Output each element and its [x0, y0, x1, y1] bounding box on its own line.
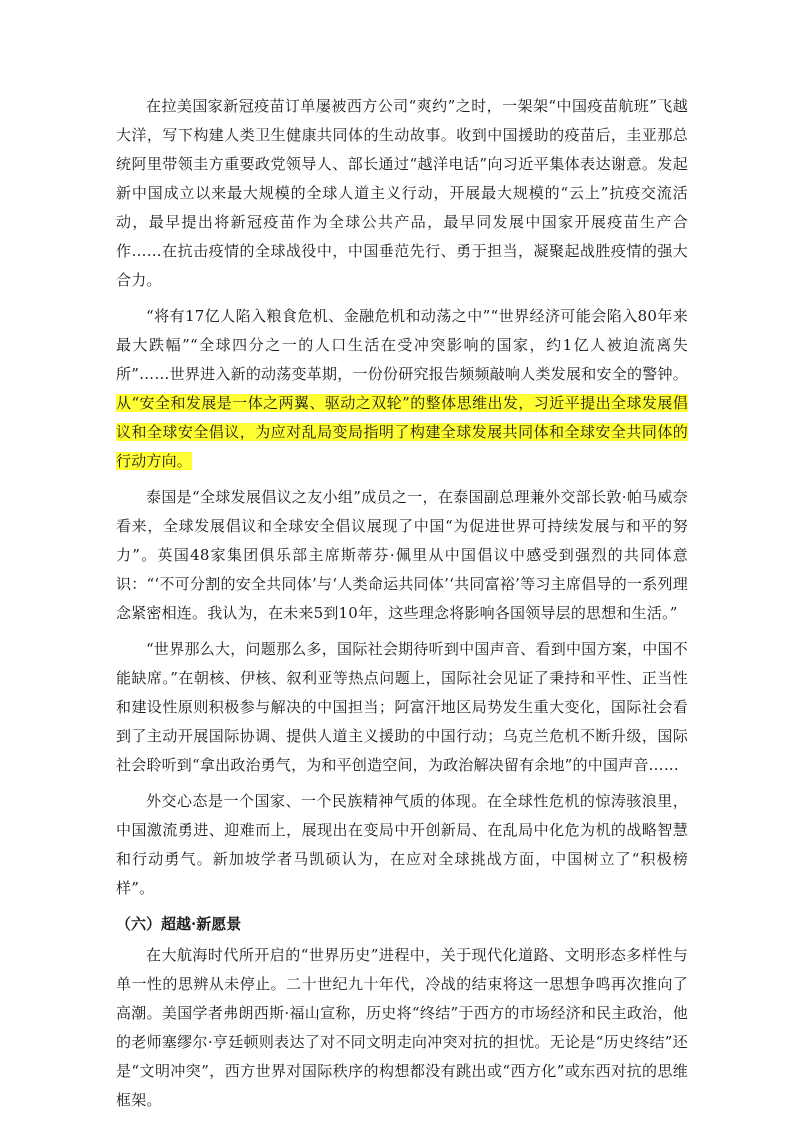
- section-heading: （六）超越·新愿景: [116, 915, 242, 933]
- paragraph-vaccine-aid: [116, 92, 688, 295]
- document-body: [116, 92, 688, 1122]
- paragraph-text: 在拉美国家新冠疫苗订单屡被西方公司“爽约”之时，一架架“中国疫苗航班”飞越大洋，写下构建人类卫生健康共同体的生动故事。收到中国援助的疫苗后，圭亚那总统阿里带领圭方重要政党领导人、部长通过“越洋电话”向习近平集体表达谢意。发起新中国成立以来最大规模的全球人道主义行动，开展最大规模的“云上”抗疫交流活动，最早提出将新冠疫苗作为全球公共产品，最早同发展中国家开展疫苗生产合作……在抗击疫情的全球战役中，中国垂范先行、勇于担当，凝聚起战胜疫情的强大合力。: [116, 97, 688, 289]
- paragraph-text: 外交心态是一个国家、一个民族精神气质的体现。在全球性危机的惊涛骇浪里，中国激流勇进、迎难而上，展现出在变局中开创新局、在乱局中化危为机的战略智慧和行动勇气。新加坡学者马凯硕认为，在应对全球挑战方面，中国树立了“积极榜样”。: [116, 792, 688, 897]
- paragraph-global-initiatives: [116, 302, 688, 476]
- paragraph-text: 在大航海时代所开启的“世界历史”进程中，关于现代化道路、文明形态多样性与单一性的思辨从未停止。二十世纪九十年代，冷战的结束将这一思想争鸣再次推向了高潮。美国学者弗朗西斯·福山宣称，历史将“终结”于西方的市场经济和民主政治，他的老师塞缪尔·亨廷顿则表达了对不同文明走向冲突对抗的担忧。无论是“历史终结”还是“文明冲突”，西方世界对国际秩序的构想都没有跳出或“西方化”或东西对抗的思维框架。: [116, 946, 688, 1109]
- paragraph-text: “将有17亿人陷入粮食危机、金融危机和动荡之中”“世界经济可能会陷入80年来最大跌幅”“全球四分之一的人口生活在受冲突影响的国家，约1亿人被迫流离失所”……世界进入新的动荡变革期，一份份研究报告频频敲响人类发展和安全的警钟。: [116, 307, 688, 383]
- paragraph-international-response: [116, 483, 688, 628]
- paragraph-world-history: [116, 941, 688, 1115]
- paragraph-china-voice: [116, 635, 688, 780]
- paragraph-text: 泰国是“全球发展倡议之友小组”成员之一，在泰国副总理兼外交部长敦·帕马威奈看来，全球发展倡议和全球安全倡议展现了中国“为促进世界可持续发展与和平的努力”。英国48家集团俱乐部主席斯蒂芬·佩里从中国倡议中感受到强烈的共同体意识：“‘不可分割的安全共同体’与‘人类命运共同体’‘共同富裕’等习主席倡导的一系列理念紧密相连。我认为，在未来5到10年，这些理念将影响各国领导层的思想和生活。”: [116, 488, 688, 622]
- highlighted-text: 从“安全和发展是一体之两翼、驱动之双轮”的整体思维出发，习近平提出全球发展倡议和全球安全倡议，为应对乱局变局指明了构建全球发展共同体和全球安全共同体的行动方向。: [116, 394, 688, 470]
- paragraph-text: “世界那么大，问题那么多，国际社会期待听到中国声音、看到中国方案，中国不能缺席。”在朝核、伊核、叙利亚等热点问题上，国际社会见证了秉持和平性、正当性和建设性原则积极参与解决的中国担当；阿富汗地区局势发生重大变化，国际社会看到了主动开展国际协调、提供人道主义援助的中国行动；乌克兰危机不断升级，国际社会聆听到“拿出政治勇气，为和平创造空间，为政治解决留有余地”的中国声音……: [116, 640, 688, 774]
- paragraph-diplomatic-mindset: [116, 787, 688, 903]
